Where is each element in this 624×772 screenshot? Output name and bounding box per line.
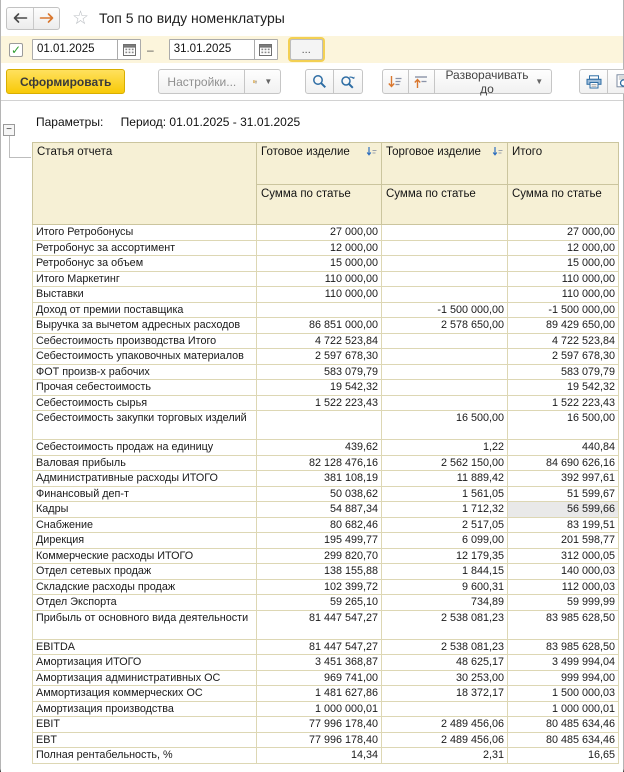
cell-torgovoe[interactable]: 1 844,15 [382,564,508,580]
minus-icon: − [6,124,12,135]
cell-torgovoe[interactable] [382,349,508,365]
row-label-cell[interactable]: Финансовый деп-т [33,486,257,502]
cell-itogo[interactable]: 3 499 994,04 [508,655,619,671]
date-from-value[interactable]: 01.01.2025 [37,43,95,55]
generate-button[interactable]: Сформировать [6,69,125,94]
row-label-cell[interactable]: Отдел сетевых продаж [33,564,257,580]
expand-to-button[interactable] [435,69,553,94]
row-label-cell[interactable]: Себестоимость упаковочных материалов [33,349,257,365]
cell-torgovoe[interactable]: 16 500,00 [382,411,508,440]
cell-torgovoe[interactable]: 11 889,42 [382,471,508,487]
cell-itogo[interactable]: 59 999,99 [508,595,619,611]
cell-gotovoe[interactable]: 80 682,46 [257,517,382,533]
report-table-header [33,143,619,225]
search-icon [312,74,327,89]
collapse-all-button[interactable] [409,69,435,94]
table-row [33,486,619,502]
cell-torgovoe[interactable]: 2 517,05 [382,517,508,533]
row-label-cell[interactable]: Валовая прибыль [33,455,257,471]
cell-torgovoe[interactable] [382,380,508,396]
table-row [33,502,619,518]
cell-itogo[interactable]: 392 997,61 [508,471,619,487]
cell-gotovoe[interactable]: 59 265,10 [257,595,382,611]
cell-torgovoe[interactable]: -1 500 000,00 [382,302,508,318]
column-header-itogo[interactable] [508,143,619,185]
expand-group [382,69,552,94]
row-label-cell[interactable]: Снабжение [33,517,257,533]
cell-gotovoe[interactable]: 439,62 [257,440,382,456]
star-icon[interactable]: ☆ [72,7,90,29]
column-header-statya[interactable]: Статья отчета [33,143,257,225]
row-label-cell[interactable]: Ретробонус за объем [33,256,257,272]
cell-torgovoe[interactable]: 2,31 [382,748,508,764]
cell-itogo[interactable]: 51 599,67 [508,486,619,502]
cell-itogo[interactable]: 4 722 523,84 [508,333,619,349]
cell-gotovoe[interactable]: 54 887,34 [257,502,382,518]
column-header-torgovoe[interactable] [382,143,508,185]
cell-torgovoe[interactable]: 9 600,31 [382,579,508,595]
column-group-label: Торговое изделие [386,146,481,158]
table-row [33,655,619,671]
print-preview-icon [615,74,624,89]
cell-itogo[interactable]: 83 985 628,50 [508,639,619,655]
row-label-cell[interactable]: ФОТ произв-х рабочих [33,364,257,380]
cell-itogo[interactable]: 2 597 678,30 [508,349,619,365]
cell-itogo[interactable]: 16,65 [508,748,619,764]
row-label-cell[interactable]: Амортизация административных ОС [33,670,257,686]
print-preview-button[interactable] [608,69,624,94]
cell-itogo[interactable]: 84 690 626,16 [508,455,619,471]
cell-torgovoe[interactable]: 2 538 081,23 [382,610,508,639]
cell-torgovoe[interactable] [382,225,508,241]
table-row [33,440,619,456]
cell-gotovoe[interactable]: 19 542,32 [257,380,382,396]
cell-itogo[interactable]: 112 000,03 [508,579,619,595]
cell-gotovoe[interactable]: 195 499,77 [257,533,382,549]
cell-itogo[interactable]: -1 500 000,00 [508,302,619,318]
table-row [33,287,619,303]
column-group-label: Готовое изделие [261,146,350,158]
table-row [33,517,619,533]
measure-header[interactable]: Сумма по статье [257,185,382,225]
cell-itogo[interactable]: 1 522 223,43 [508,395,619,411]
settings-button[interactable]: Настройки... [158,69,245,94]
cell-torgovoe[interactable]: 1 561,05 [382,486,508,502]
cell-gotovoe[interactable]: 102 399,72 [257,579,382,595]
cell-torgovoe[interactable]: 1 712,32 [382,502,508,518]
report-toolbar [1,63,623,101]
table-row [33,380,619,396]
cell-gotovoe[interactable]: 1 000 000,01 [257,701,382,717]
checkmark-icon: ✓ [10,42,22,57]
table-row [33,670,619,686]
sort-descending-icon[interactable] [492,146,503,157]
cell-itogo[interactable]: 16 500,00 [508,411,619,440]
cell-gotovoe[interactable]: 14,34 [257,748,382,764]
row-label-cell[interactable]: EBT [33,732,257,748]
row-label-cell[interactable]: Коммерческие расходы ИТОГО [33,548,257,564]
date-to-calendar-button[interactable] [254,40,277,59]
cell-torgovoe[interactable] [382,240,508,256]
table-row [33,732,619,748]
cell-itogo[interactable]: 201 598,77 [508,533,619,549]
cell-itogo[interactable]: 27 000,00 [508,225,619,241]
cell-torgovoe[interactable]: 1,22 [382,440,508,456]
chevron-down-icon: ▼ [535,77,544,86]
calendar-icon [123,43,136,56]
expand-to-label: Разворачивать до [445,67,529,96]
cell-gotovoe[interactable]: 82 128 476,16 [257,455,382,471]
cell-gotovoe[interactable]: 4 722 523,84 [257,333,382,349]
cell-itogo[interactable]: 1 500 000,03 [508,686,619,702]
cell-gotovoe[interactable]: 27 000,00 [257,225,382,241]
column-group-label: Итого [512,146,543,158]
cell-itogo[interactable]: 89 429 650,00 [508,318,619,334]
table-row [33,548,619,564]
table-row [33,364,619,380]
row-label-cell[interactable]: Дирекция [33,533,257,549]
expand-rows-icon [387,75,403,89]
cell-itogo[interactable]: 999 994,00 [508,670,619,686]
cell-itogo[interactable]: 312 000,05 [508,548,619,564]
row-label-cell[interactable]: Себестоимость производства Итого [33,333,257,349]
table-row [33,639,619,655]
row-label-cell[interactable]: Себестоимость сырья [33,395,257,411]
cell-gotovoe[interactable]: 77 996 178,40 [257,717,382,733]
parameters-value: Период: 01.01.2025 - 31.01.2025 [120,115,301,129]
measure-header[interactable]: Сумма по статье [382,185,508,225]
parameters-line [36,115,623,129]
cell-itogo[interactable]: 15 000,00 [508,256,619,272]
row-label-cell[interactable]: Складские расходы продаж [33,579,257,595]
table-row [33,240,619,256]
calendar-icon [259,43,272,56]
table-row [33,748,619,764]
cell-itogo[interactable]: 56 599,66 [508,502,619,518]
cell-torgovoe[interactable] [382,395,508,411]
printer-icon [586,75,602,89]
cell-itogo[interactable]: 12 000,00 [508,240,619,256]
cell-torgovoe[interactable]: 2 489 456,06 [382,717,508,733]
cell-gotovoe[interactable]: 81 447 547,27 [257,639,382,655]
cell-gotovoe[interactable]: 110 000,00 [257,287,382,303]
table-row [33,564,619,580]
cell-torgovoe[interactable]: 2 562 150,00 [382,455,508,471]
row-label-cell[interactable]: Ретробонус за ассортимент [33,240,257,256]
chevron-down-icon: ▼ [264,77,273,86]
measure-header[interactable]: Сумма по статье [508,185,619,225]
row-label-cell[interactable]: Прибыль от основного вида деятельности [33,610,257,639]
row-label-cell[interactable]: Административные расходы ИТОГО [33,471,257,487]
row-label-cell[interactable]: Доход от премии поставщика [33,302,257,318]
table-row [33,701,619,717]
cell-gotovoe[interactable]: 299 820,70 [257,548,382,564]
table-row [33,455,619,471]
cell-gotovoe[interactable]: 583 079,79 [257,364,382,380]
row-label-cell[interactable]: Себестоимость продаж на единицу [33,440,257,456]
cell-torgovoe[interactable] [382,364,508,380]
table-row [33,256,619,272]
parameters-label: Параметры: [36,115,104,129]
cell-gotovoe[interactable]: 381 108,19 [257,471,382,487]
cell-itogo[interactable]: 583 079,79 [508,364,619,380]
table-row [33,579,619,595]
cell-gotovoe[interactable]: 138 155,88 [257,564,382,580]
period-more-button[interactable]: ... [290,39,323,60]
cell-gotovoe[interactable]: 110 000,00 [257,271,382,287]
row-label-cell[interactable]: EBITDA [33,639,257,655]
report-area [1,115,623,772]
back-button[interactable] [7,8,33,29]
cell-torgovoe[interactable] [382,256,508,272]
expand-all-button[interactable] [382,69,408,94]
search-next-icon [340,74,356,89]
settings-group [158,69,281,94]
date-to-value[interactable]: 31.01.2025 [173,43,232,55]
row-label-cell[interactable]: Отдел Экспорта [33,595,257,611]
row-label-cell[interactable]: Прочая себестоимость [33,380,257,396]
cell-itogo[interactable]: 80 485 634,46 [508,732,619,748]
table-row [33,610,619,639]
date-range-separator: – [147,42,154,57]
cell-torgovoe[interactable]: 2 538 081,23 [382,639,508,655]
forward-arrow-icon [39,12,55,24]
cell-itogo[interactable]: 110 000,00 [508,287,619,303]
table-row [33,471,619,487]
cell-gotovoe[interactable]: 3 451 368,87 [257,655,382,671]
cell-gotovoe[interactable]: 1 522 223,43 [257,395,382,411]
table-row [33,395,619,411]
row-label-cell[interactable]: Кадры [33,502,257,518]
group-outline-line [9,136,31,158]
cell-torgovoe[interactable]: 18 372,17 [382,686,508,702]
cell-gotovoe[interactable]: 969 741,00 [257,670,382,686]
report-table [32,142,619,764]
table-row [33,318,619,334]
cell-torgovoe[interactable]: 30 253,00 [382,670,508,686]
cell-itogo[interactable]: 80 485 634,46 [508,717,619,733]
cell-itogo[interactable]: 110 000,00 [508,271,619,287]
row-label-cell[interactable]: Амортизация производства [33,701,257,717]
cell-gotovoe[interactable]: 86 851 000,00 [257,318,382,334]
period-filter-bar [1,36,623,63]
report-table-body [33,225,619,764]
search-next-button[interactable] [334,69,363,94]
collapse-rows-icon [413,75,429,89]
cell-gotovoe[interactable]: 50 038,62 [257,486,382,502]
cell-torgovoe[interactable] [382,333,508,349]
row-label-cell[interactable]: Выставки [33,287,257,303]
table-row [33,686,619,702]
cell-torgovoe[interactable]: 2 578 650,00 [382,318,508,334]
cell-itogo[interactable]: 140 000,03 [508,564,619,580]
date-from-field[interactable] [32,39,141,60]
cell-gotovoe[interactable] [257,411,382,440]
table-row [33,225,619,241]
page-title: Топ 5 по виду номенклатуры [99,10,285,26]
nav-button-group [6,7,60,30]
cell-gotovoe[interactable]: 77 996 178,40 [257,732,382,748]
cell-torgovoe[interactable]: 12 179,35 [382,548,508,564]
cell-torgovoe[interactable] [382,271,508,287]
cell-gotovoe[interactable]: 81 447 547,27 [257,610,382,639]
report-variants-button[interactable] [245,69,281,94]
cell-torgovoe[interactable]: 2 489 456,06 [382,732,508,748]
date-to-field[interactable] [169,39,278,60]
sort-descending-icon[interactable] [366,146,377,157]
row-label-cell[interactable]: EBIT [33,717,257,733]
back-arrow-icon [12,12,28,24]
cell-torgovoe[interactable]: 48 625,17 [382,655,508,671]
period-checkbox[interactable] [9,43,23,57]
row-label-cell[interactable]: Аммортизация коммерческих ОС [33,686,257,702]
print-group [579,69,624,94]
cell-gotovoe[interactable]: 2 597 678,30 [257,349,382,365]
table-row [33,411,619,440]
cell-torgovoe[interactable] [382,287,508,303]
table-row [33,533,619,549]
cell-itogo[interactable]: 83 199,51 [508,517,619,533]
collapse-group-button[interactable] [3,124,15,136]
row-label-cell[interactable]: Итого Маркетинг [33,271,257,287]
table-row [33,349,619,365]
cell-torgovoe[interactable]: 734,89 [382,595,508,611]
title-bar [1,0,623,36]
column-header-gotovoe[interactable] [257,143,382,185]
cell-gotovoe[interactable]: 1 481 627,86 [257,686,382,702]
cell-itogo[interactable]: 1 000 000,01 [508,701,619,717]
cell-gotovoe[interactable]: 15 000,00 [257,256,382,272]
cell-gotovoe[interactable] [257,302,382,318]
row-label-cell[interactable]: Итого Ретробонусы [33,225,257,241]
row-label-cell[interactable]: Себестоимость закупки торговых изделий [33,411,257,440]
row-label-cell[interactable]: Амортизация ИТОГО [33,655,257,671]
cell-itogo[interactable]: 19 542,32 [508,380,619,396]
table-row [33,333,619,349]
row-label-cell[interactable]: Полная рентабельность, % [33,748,257,764]
forward-button[interactable] [33,8,59,29]
date-from-calendar-button[interactable] [117,40,140,59]
cell-torgovoe[interactable]: 6 099,00 [382,533,508,549]
cell-torgovoe[interactable] [382,701,508,717]
table-row [33,595,619,611]
print-button[interactable] [579,69,608,94]
row-label-cell[interactable]: Выручка за вычетом адресных расходов [33,318,257,334]
cell-itogo[interactable]: 83 985 628,50 [508,610,619,639]
table-row [33,717,619,733]
search-group [305,69,363,94]
report-variants-icon [253,75,257,88]
cell-gotovoe[interactable]: 12 000,00 [257,240,382,256]
search-button[interactable] [305,69,334,94]
table-row [33,302,619,318]
table-row [33,271,619,287]
cell-itogo[interactable]: 440,84 [508,440,619,456]
